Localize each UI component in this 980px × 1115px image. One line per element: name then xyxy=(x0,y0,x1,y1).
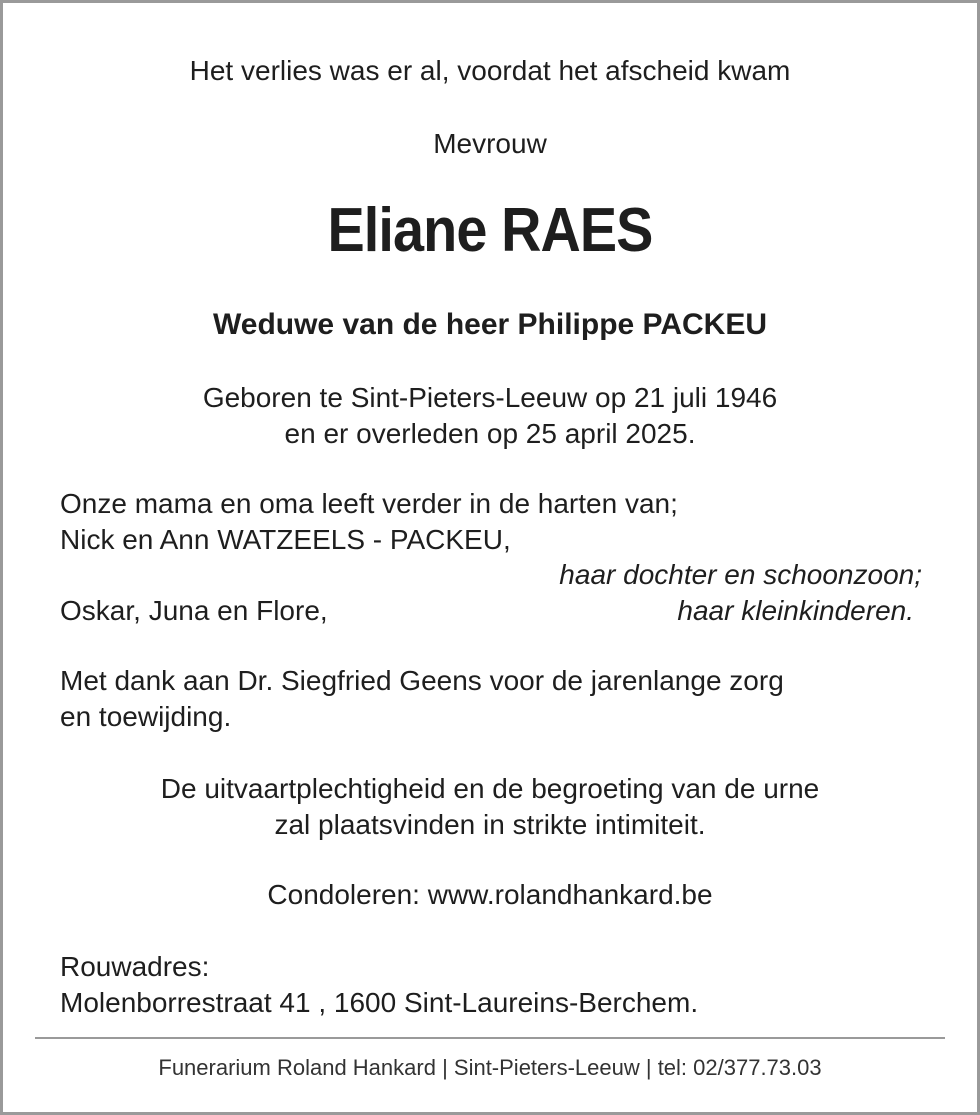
funeral-line: De uitvaartplechtigheid en de begroeting van de urne xyxy=(160,773,820,804)
death-line: en er overleden op 25 april 2025. xyxy=(284,418,696,449)
family-member-relation: haar kleinkinderen. xyxy=(677,595,914,626)
address-label: Rouwadres: xyxy=(60,951,210,982)
address-value: Molenborrestraat 41 , 1600 Sint-Laureins-Berchem. xyxy=(60,987,699,1018)
birth-line: Geboren te Sint-Pieters-Leeuw op 21 juli 1946 xyxy=(202,382,778,413)
motto: Het verlies was er al, voordat het afscheid kwam xyxy=(189,55,791,86)
family-member-names: Nick en Ann WATZEELS - PACKEU, xyxy=(60,524,511,555)
thanks-line: en toewijding. xyxy=(60,701,232,732)
salutation: Mevrouw xyxy=(433,128,547,159)
thanks-line: Met dank aan Dr. Siegfried Geens voor de jarenlange zorg xyxy=(60,665,784,696)
spouse-line: Weduwe van de heer Philippe PACKEU xyxy=(212,308,767,341)
footer-divider xyxy=(35,1037,945,1039)
family-member-names: Oskar, Juna en Flore, xyxy=(60,595,328,626)
family-intro: Onze mama en oma leeft verder in de harten van; xyxy=(60,488,678,519)
footer-text: Funerarium Roland Hankard | Sint-Pieters-Leeuw | tel: 02/377.73.03 xyxy=(158,1055,822,1080)
condolences-line: Condoleren: www.rolandhankard.be xyxy=(267,879,713,910)
funeral-line: zal plaatsvinden in strikte intimiteit. xyxy=(274,809,706,840)
deceased-name: Eliane RAES xyxy=(327,196,653,265)
family-member-relation: haar dochter en schoonzoon; xyxy=(559,559,922,590)
